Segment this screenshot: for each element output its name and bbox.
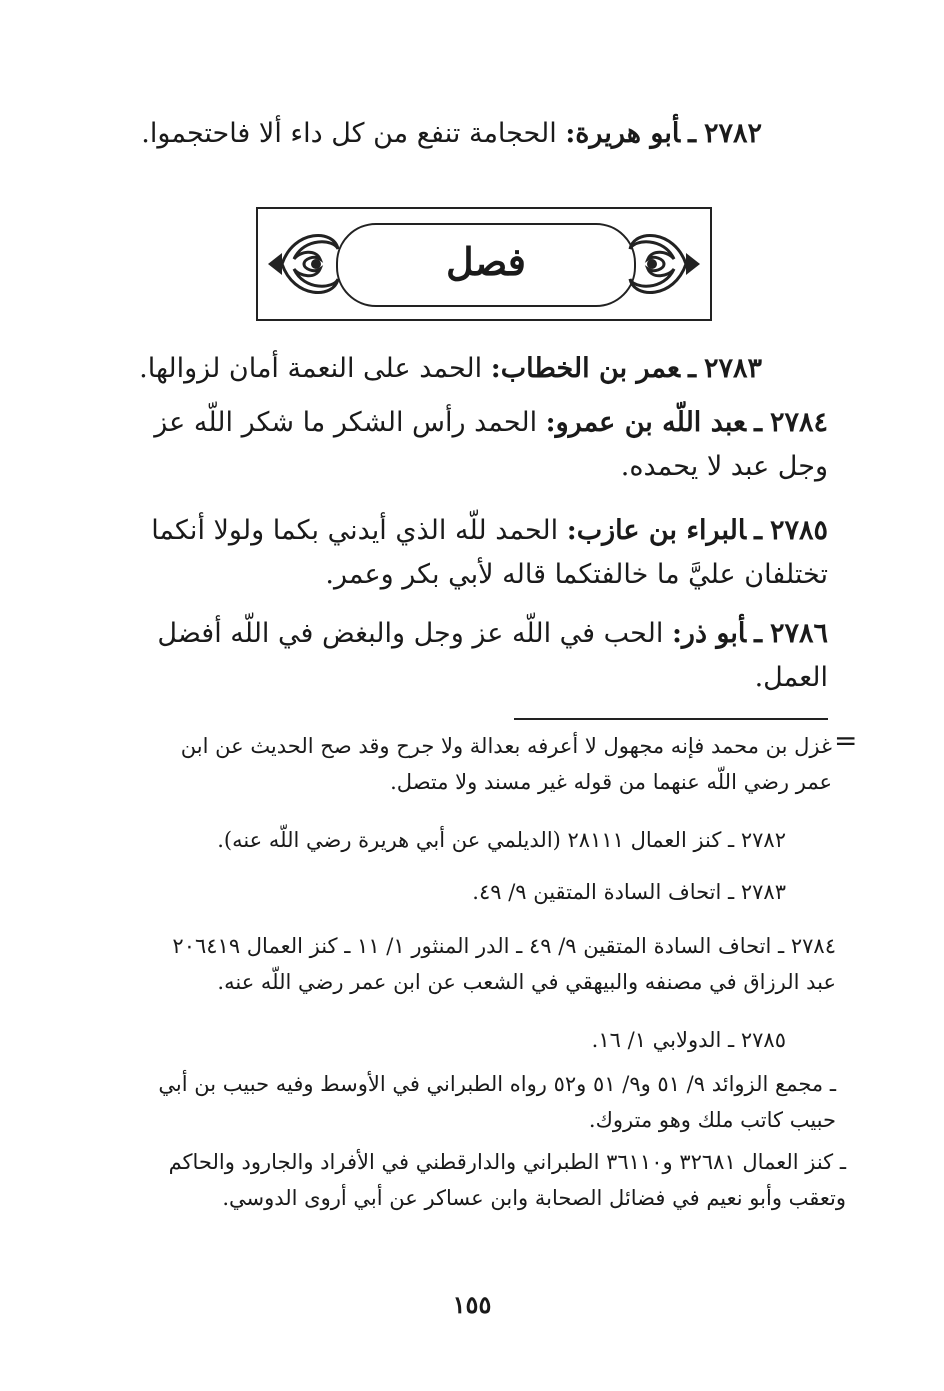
entry-number: ٢٧٨٣ xyxy=(703,353,762,384)
entry-narrator: عبد اللّه بن عمرو: xyxy=(545,407,747,438)
entry-narrator: أبو ذر: xyxy=(671,618,747,649)
left-ornament-icon xyxy=(264,219,344,309)
footnote-continued: غزل بن محمد فإنه مجهول لا أعرفه بعدالة ولا جرح وقد صح الحديث عن ابن عمر رضي اللّه عنهما من قوله غير مسند ولا متصل. xyxy=(180,734,832,794)
entry-2782: ٢٧٨٢ـأبو هريرة: الحجامة تنفع من كل داء ألا فاحتجموا. xyxy=(141,118,762,149)
entry-2783: ٢٧٨٣ـعمر بن الخطاب: الحمد على النعمة أمان لزوالها. xyxy=(139,353,762,384)
right-ornament-icon xyxy=(624,219,704,309)
entry-narrator: أبو هريرة: xyxy=(565,118,681,149)
section-title: فصل xyxy=(446,239,526,284)
page-number: ١٥٥ xyxy=(452,1290,492,1319)
footnote-2785-b: ـ مجمع الزوائد ٩/ ٥١ و٩/ ٥١ و٥٢ رواه الطبراني في الأوسط وفيه حبيب بن أبي حبيب كاتب ملك وهو متروك. xyxy=(158,1072,836,1132)
entry-2784: ٢٧٨٤ـعبد اللّه بن عمرو: الحمد رأس الشكر ما شكر اللّه عز وجل عبد لا يحمده. xyxy=(154,407,828,482)
entry-text: الحمد على النعمة أمان لزوالها. xyxy=(139,353,483,384)
entry-narrator: عمر بن الخطاب: xyxy=(490,353,681,384)
entry-2786: ٢٧٨٦ـأبو ذر: الحب في اللّه عز وجل والبغض في اللّه أفضل العمل. xyxy=(157,618,828,693)
footnote-2782: ٢٧٨٢ ـ كنز العمال ٢٨١١١ (الديلمي عن أبي هريرة رضي اللّه عنه). xyxy=(217,828,786,852)
entry-2785: ٢٧٨٥ـالبراء بن عازب: الحمد للّه الذي أيدني بكما ولولا أنكما تختلفان عليَّ ما خالفتكما قاله لأبي بكر وعمر. xyxy=(151,515,828,590)
footnote-continuation-marker: = xyxy=(834,724,858,757)
entry-text: الحمد رأس الشكر ما شكر اللّه عز وجل عبد لا يحمده. xyxy=(154,407,828,482)
footnote-separator xyxy=(514,718,828,720)
entry-text: الحب في اللّه عز وجل والبغض في اللّه أفضل العمل. xyxy=(157,618,828,693)
section-heading-cartouche xyxy=(336,223,636,307)
entry-number: ٢٧٨٢ xyxy=(703,118,762,149)
entry-text: الحجامة تنفع من كل داء ألا فاحتجموا. xyxy=(141,118,557,149)
entry-narrator: البراء بن عازب: xyxy=(566,515,747,546)
entry-text: الحمد للّه الذي أيدني بكما ولولا أنكما تختلفان عليَّ ما خالفتكما قاله لأبي بكر وعمر. xyxy=(151,515,828,590)
entry-number: ٢٧٨٤ xyxy=(769,407,828,438)
footnote-2785-c: ـ كنز العمال ٣٢٦٨١ و٣٦١١٠ الطبراني والدارقطني في الأفراد والجارود والحاكم وتعقب وأبو نعيم في فضائل الصحابة وابن عساكر عن أبي أروى الدوسي. xyxy=(168,1150,846,1210)
footnote-2783: ٢٧٨٣ ـ اتحاف السادة المتقين ٩/ ٤٩. xyxy=(472,880,786,904)
section-heading-frame xyxy=(256,207,712,321)
entry-number: ٢٧٨٦ xyxy=(769,618,828,649)
footnote-2784: ٢٧٨٤ ـ اتحاف السادة المتقين ٩/ ٤٩ ـ الدر المنثور ١/ ١١ ـ كنز العمال ٢٠٦٤١٩ عبد الرزاق في مصنفه والبيهقي في الشعب عن ابن عمر رضي اللّه عنه. xyxy=(172,934,836,994)
entry-number: ٢٧٨٥ xyxy=(769,515,828,546)
footnote-2785: ٢٧٨٥ ـ الدولابي ١/ ١٦. xyxy=(591,1028,786,1052)
